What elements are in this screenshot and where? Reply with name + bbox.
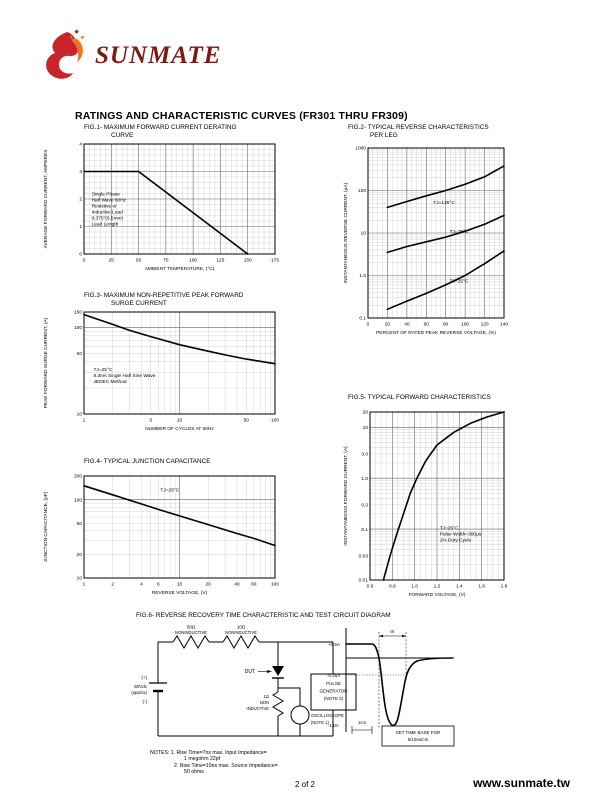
- y-tick-label: 2: [79, 197, 82, 203]
- y-axis-label: INSTANTANEOUS FORWARD CURRENT, (A): [344, 446, 349, 546]
- r2-value-label: 10Ω: [236, 624, 246, 630]
- y-tick-label: 200: [73, 474, 82, 480]
- x-tick-label: 100: [189, 258, 198, 264]
- x-tick-label: 125: [216, 258, 225, 264]
- chart-annotation: TJ=25°C: [160, 488, 180, 494]
- fig-title-line: FIG.2- TYPICAL REVERSE CHARACTERISTICS: [348, 124, 489, 131]
- source-approx-label: (approx): [131, 690, 147, 695]
- r3-type-label-1: NON: [259, 700, 269, 705]
- fig6-notes: [150, 750, 278, 775]
- y-tick-label: 1000: [355, 146, 366, 152]
- pulse-generator-note-label: (NOTE 2): [323, 696, 344, 701]
- x-tick-label: 20: [205, 582, 211, 588]
- plus-level-label: +0.5A: [328, 642, 340, 647]
- trr-arrow-left: [379, 635, 383, 638]
- x-tick-label: 25: [108, 258, 114, 264]
- x-tick-label: 1: [82, 418, 86, 424]
- chart-annotation: TJ=75°C: [449, 230, 469, 235]
- x-tick-label: 50: [243, 418, 249, 424]
- chart-annotation: TJ=25°C: [449, 279, 469, 285]
- x-tick-label: 20: [384, 322, 391, 328]
- x-tick-label: 1.4: [455, 584, 463, 590]
- x-tick-label: 60: [251, 582, 257, 588]
- flame-logo-icon: [40, 28, 88, 84]
- fig-title-line: FIG.1- MAXIMUM FORWARD CURRENT DERATING: [84, 124, 237, 131]
- x-tick-label: 10: [176, 582, 183, 588]
- x-tick-label: 140: [499, 322, 509, 328]
- chart-annotation: 0.375"(9.5mm): [91, 216, 124, 222]
- mid-level-label: -0.25A: [327, 673, 341, 678]
- dut-label: DUT: [244, 669, 255, 675]
- fig2-title: [348, 124, 489, 139]
- x-tick-label: 6: [156, 582, 160, 588]
- note-line: 2. Rise Time=10ns max. Source Impedance=: [174, 762, 278, 769]
- r3-type-label-2: INDUCTIVE: [246, 706, 269, 711]
- dut-pointer-arrow: [267, 670, 272, 673]
- source-plus-label: (+): [141, 675, 147, 680]
- x-tick-label: 1.6: [478, 584, 486, 590]
- recovery-current-curve: [346, 644, 452, 725]
- chart-annotation: TJ=25°C: [439, 526, 459, 532]
- y-tick-label: 0.1: [361, 527, 368, 533]
- r2-type-label: NONINDUCTIVE: [225, 630, 257, 635]
- fig-title-line: FIG.5- TYPICAL FORWARD CHARACTERISTICS: [348, 394, 491, 401]
- y-tick-label: 0.01: [358, 578, 368, 584]
- oscilloscope-note-label: (NOTE 1): [311, 720, 329, 725]
- source-voltage-label: 50Vdc: [134, 684, 147, 689]
- y-tick-label: 50: [76, 521, 82, 527]
- x-tick-label: 1.2: [433, 584, 441, 590]
- timebase-label-2: 5/10ns/cm: [407, 737, 429, 742]
- note-line: 1 megohm 22pf: [184, 756, 221, 763]
- y-axis-label: JUNCTION CAPACITANCE, (pF): [44, 491, 49, 563]
- fig-title-line: CURVE: [111, 131, 134, 139]
- fig2-reverse-characteristics-chart: [340, 140, 512, 352]
- x-tick-label: 5: [149, 418, 153, 424]
- x-tick-label: 120: [480, 322, 489, 328]
- x-tick-label: 50: [135, 258, 142, 264]
- y-tick-label: 1.0: [359, 274, 366, 280]
- chart-annotation: Resistive or: [91, 204, 117, 210]
- x-tick-label: 0.6: [366, 584, 374, 590]
- note-line: NOTES: 1. Rise Time=7ns max. Input Impedance=: [150, 750, 267, 756]
- fig3-surge-current-chart: [40, 306, 285, 446]
- x-tick-label: 1.0: [411, 584, 419, 590]
- chart-annotation: 1% Duty Cycle: [439, 538, 472, 544]
- x-tick-label: 80: [443, 322, 449, 328]
- fig4-title: [84, 458, 211, 466]
- y-tick-label: 10: [360, 231, 366, 237]
- chart-annotation: TJ=125°C: [433, 201, 455, 207]
- y-tick-label: 100: [357, 189, 366, 195]
- fig5-forward-characteristics-chart: [340, 404, 512, 610]
- x-axis-label: NUMBER OF CYCLES AT 60Hz: [145, 427, 214, 432]
- fig5-title: [348, 394, 491, 402]
- cm-label: 1cm: [358, 720, 366, 725]
- y-tick-label: 10: [76, 412, 82, 418]
- brand-name: SUNMATE: [95, 42, 222, 69]
- y-tick-label: 1.0: [361, 476, 368, 482]
- x-tick-label: 75: [163, 258, 169, 264]
- r1-value-label: 50Ω: [186, 624, 196, 630]
- y-tick-label: 100: [73, 498, 82, 504]
- x-tick-label: 4: [140, 582, 143, 588]
- y-tick-label: 20: [76, 553, 82, 559]
- y-tick-label: 4: [79, 142, 82, 148]
- trr-label: trr: [390, 629, 395, 634]
- x-tick-label: 150: [243, 258, 252, 264]
- fig-title-line: FIG.4- TYPICAL JUNCTION CAPACITANCE: [84, 458, 211, 465]
- note-line: 50 ohms: [184, 768, 204, 775]
- y-axis-label: AVERAGE FORWARD CURRENT, AMPERES: [44, 149, 49, 249]
- x-tick-label: 10: [176, 418, 183, 424]
- resistor-50ohm-symbol: [173, 636, 209, 648]
- y-tick-label: 0: [79, 252, 82, 258]
- trr-arrow-right: [402, 635, 406, 638]
- page-title: RATINGS AND CHARACTERISTIC CURVES (FR301 THRU FR309): [75, 110, 408, 122]
- page-number: 2 of 2: [294, 780, 315, 789]
- timebase-box: [382, 726, 454, 746]
- x-tick-label: 100: [270, 582, 280, 588]
- x-tick-label: 0: [366, 322, 370, 328]
- x-tick-label: 1: [82, 582, 86, 588]
- fig-title-line: PER LEG: [370, 131, 398, 139]
- r1-type-label: NONINDUCTIVE: [175, 630, 207, 635]
- y-tick-label: 100: [73, 326, 82, 331]
- y-tick-label: 3.0: [361, 452, 368, 458]
- y-tick-label: 20: [362, 410, 368, 416]
- resistor-1ohm-symbol: [273, 692, 283, 716]
- x-tick-label: 100: [461, 322, 470, 328]
- y-tick-label: 0.03: [358, 554, 368, 560]
- chart-annotation: Lead Length: [91, 222, 119, 228]
- x-tick-label: 0.8: [388, 584, 396, 590]
- fig-title-line: FIG.3- MAXIMUM NON-REPETITIVE PEAK FORWARD: [84, 292, 244, 299]
- source-minus-label: (-): [142, 699, 147, 704]
- fig4-junction-capacitance-chart: [40, 470, 285, 610]
- fig1-derating-chart: [40, 131, 285, 286]
- chart-annotation: 8.3ms Single Half Sine Wave: [93, 374, 156, 380]
- chart-annotation: JEDEC Method: [93, 380, 127, 386]
- fig-title-line: SURGE CURRENT: [111, 299, 167, 307]
- dut-diode-symbol: [272, 666, 284, 676]
- chart-annotation: Half Wave 60Hz: [91, 198, 127, 204]
- y-tick-label: 50: [76, 352, 82, 358]
- logo: [40, 28, 221, 84]
- x-tick-label: 0: [82, 258, 86, 264]
- curve: [383, 412, 504, 580]
- x-axis-label: REVERSE VOLTAGE, (V): [151, 591, 208, 596]
- x-tick-label: 40: [234, 582, 240, 588]
- chart-annotation: Single Phase: [91, 192, 120, 198]
- oscilloscope-label: OSCILLOSCOPE: [311, 713, 344, 718]
- fig3-title: [84, 292, 243, 307]
- y-tick-label: 0.3: [361, 503, 368, 509]
- min-level-label: -1.0A: [328, 723, 339, 728]
- fig6-recovery-waveform: [323, 622, 458, 750]
- x-tick-label: 2: [111, 582, 115, 588]
- chart-annotation: Pulse Width=300μs: [439, 532, 482, 538]
- x-tick-label: 60: [423, 322, 429, 328]
- y-axis-label: INSTANTANEOUS REVERSE CURRENT, (μA): [344, 182, 349, 284]
- x-axis-label: PERCENT OF RATED PEAK REVERSE VOLTAGE, (%): [376, 331, 496, 336]
- y-tick-label: 3: [79, 170, 82, 176]
- x-tick-label: 100: [270, 418, 280, 424]
- resistor-10ohm-symbol: [223, 636, 259, 648]
- x-axis-label: FORWARD VOLTAGE, (V): [408, 593, 466, 598]
- fig6-title: FIG.6- REVERSE RECOVERY TIME CHARACTERISTIC AND TEST CIRCUIT DIAGRAM: [136, 612, 391, 619]
- y-tick-label: 0.1: [359, 316, 366, 322]
- x-axis-label: AMBIENT TEMPERATURE, (°C): [144, 267, 215, 272]
- chart-annotation: Inductive Load: [91, 210, 123, 216]
- y-tick-label: 150: [73, 310, 82, 316]
- y-tick-label: 10: [76, 576, 82, 582]
- r3-value-label: 1Ω: [263, 694, 269, 699]
- x-tick-label: 1.8: [500, 584, 508, 590]
- pulse-generator-label-2: GENERATOR: [319, 688, 348, 694]
- y-axis-label: PEAK FORWARD SURGE CURRENT, (A): [44, 317, 49, 409]
- y-tick-label: 10: [362, 426, 368, 431]
- timebase-label-1: SET TIME BASE FOR: [395, 730, 441, 735]
- pulse-generator-label-1: PULSE: [326, 681, 341, 686]
- oscilloscope-symbol: [291, 706, 309, 724]
- x-tick-label: 40: [404, 322, 410, 328]
- x-tick-label: 175: [270, 258, 280, 264]
- chart-annotation: TJ=25°C: [93, 368, 113, 374]
- y-tick-label: 1: [79, 225, 82, 231]
- website-link: www.sunmate.tw: [473, 776, 570, 790]
